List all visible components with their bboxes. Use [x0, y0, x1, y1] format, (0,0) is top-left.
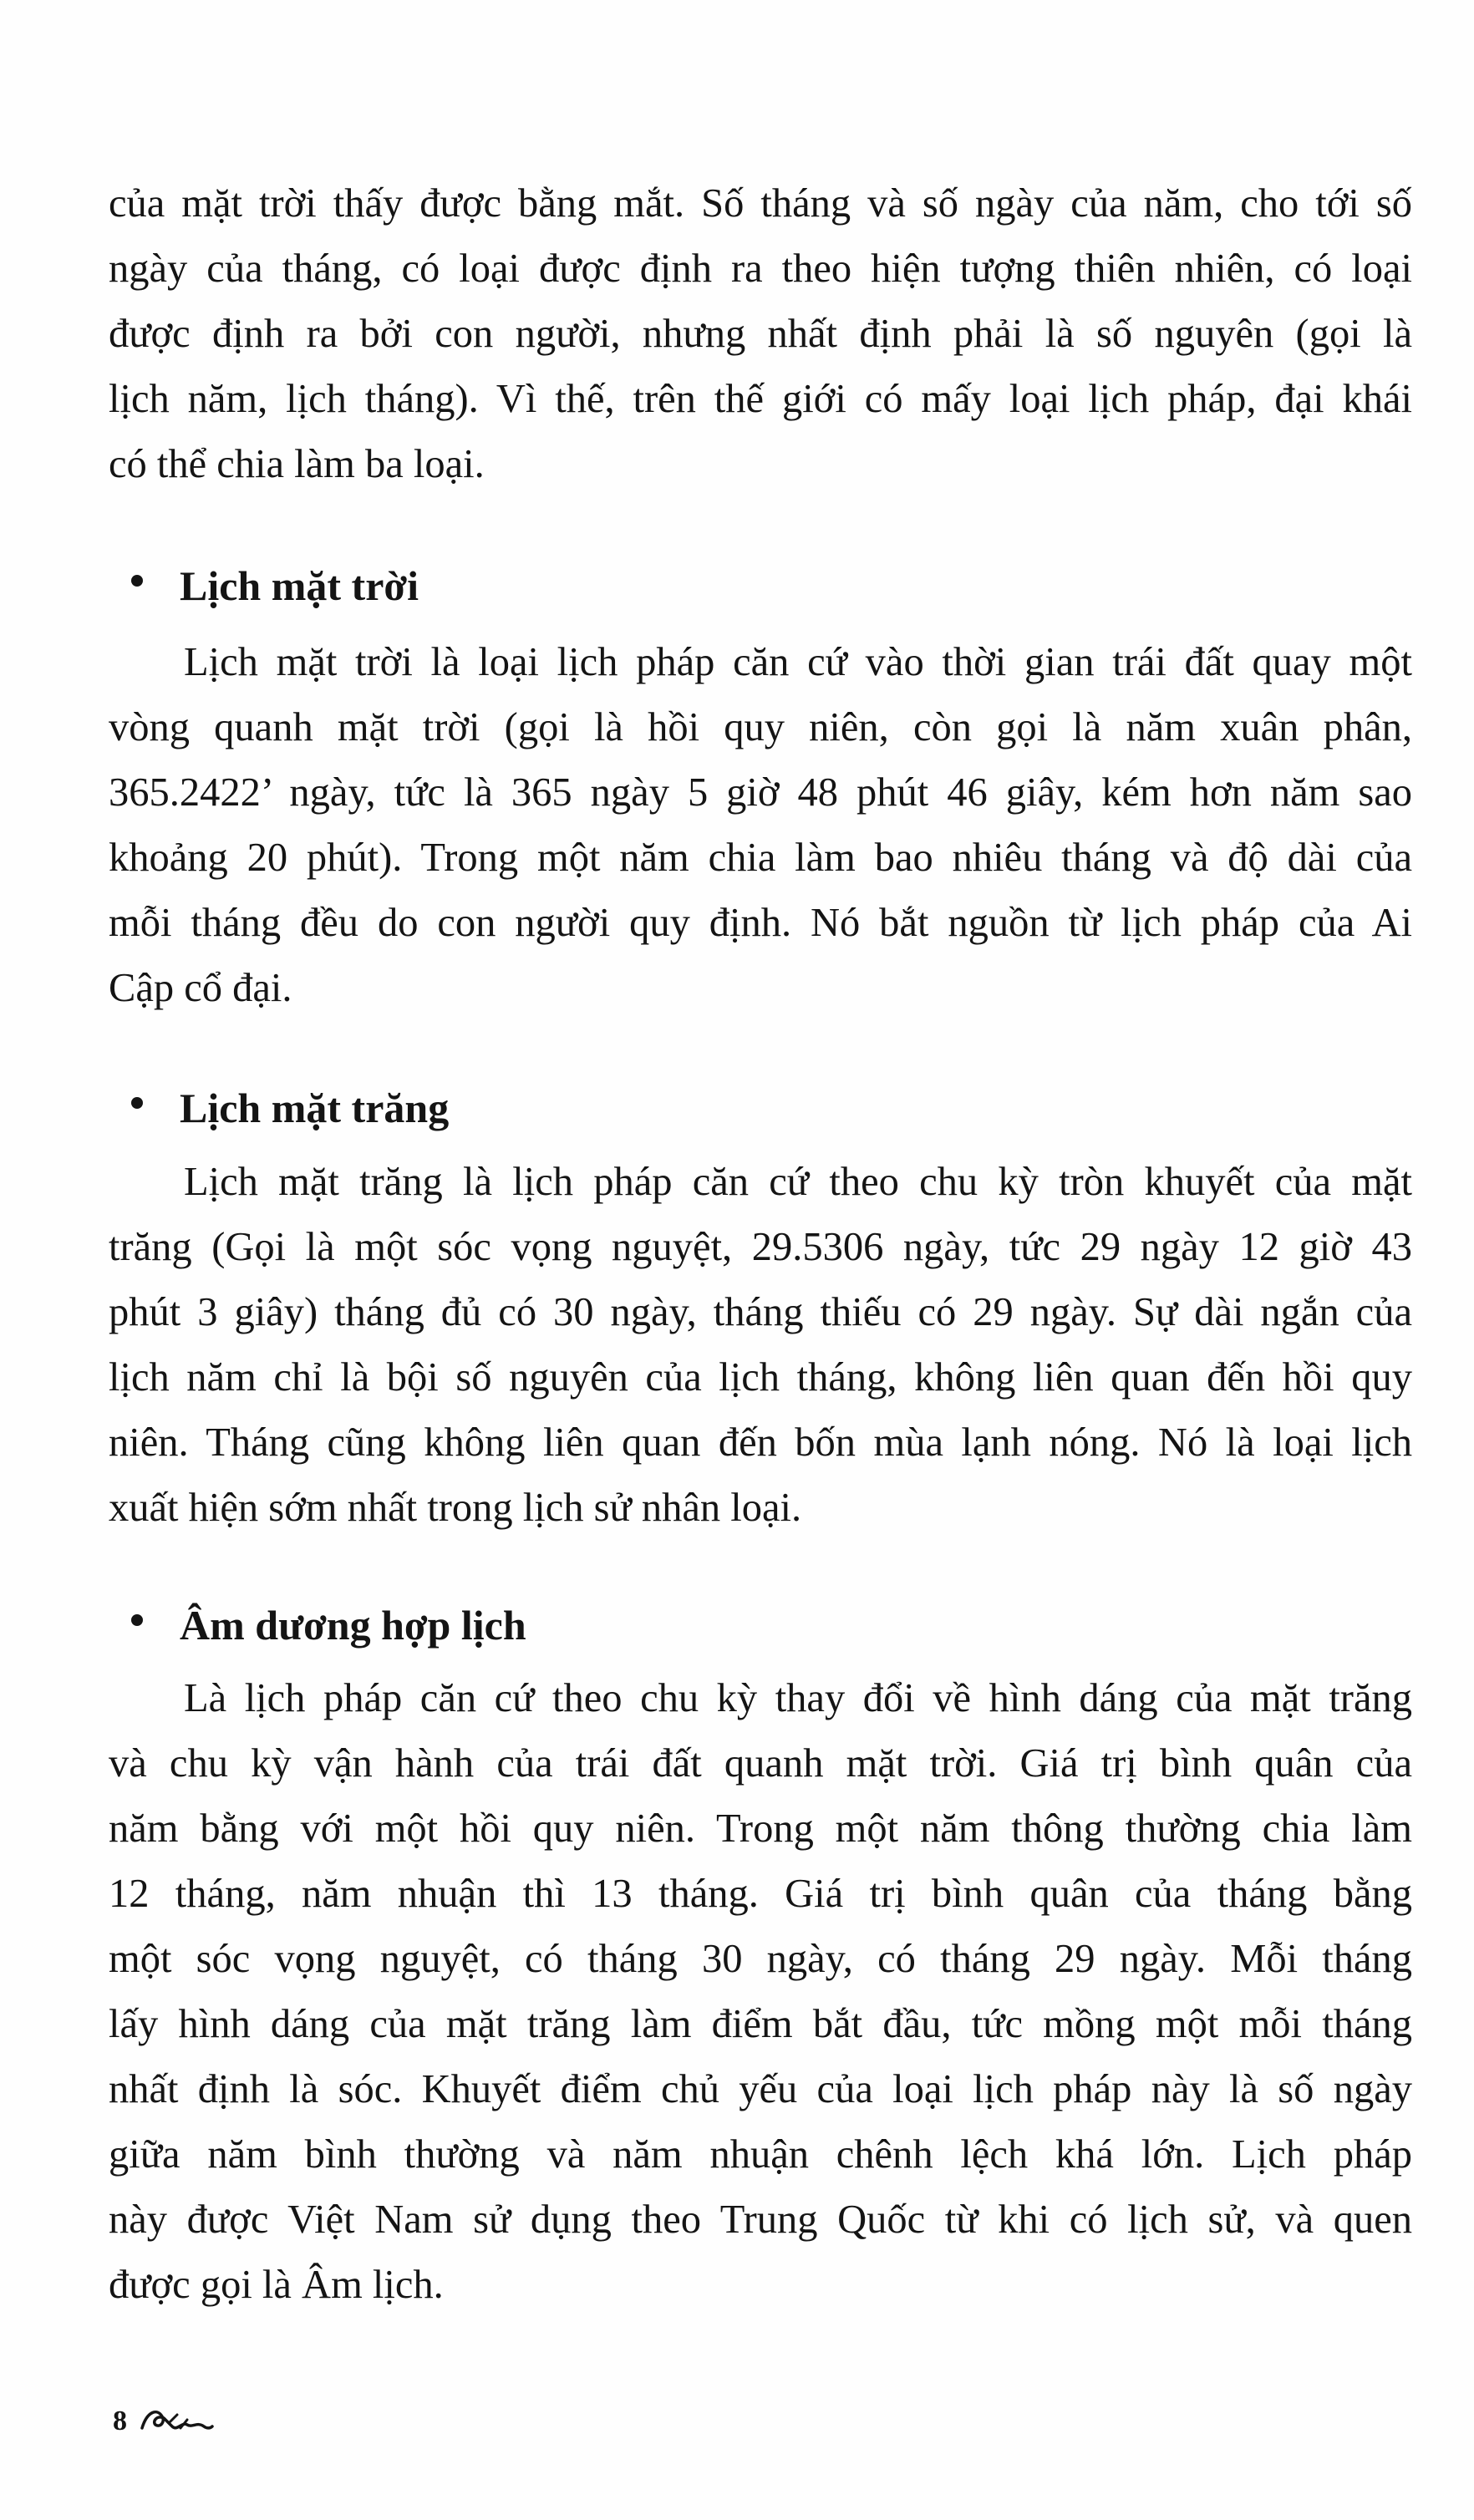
text-line: lịch năm, lịch tháng). Vì thế, trên thế giới có mấy loại lịch pháp, đại khái: [109, 377, 1412, 421]
section-heading-lunisolar-calendar: [180, 1593, 526, 1658]
text-line: lịch năm chỉ là bội số nguyên của lịch tháng, không liên quan đến hồi quy: [109, 1355, 1412, 1400]
page-footer: [113, 2396, 214, 2446]
text-line: Là lịch pháp căn cứ theo chu kỳ thay đổi về hình dáng của mặt trăng: [184, 1676, 1412, 1720]
text-line: được gọi là Âm lịch.: [109, 2263, 444, 2307]
section-heading-lunar-calendar: [180, 1075, 449, 1141]
intro-paragraph: [109, 171, 1412, 497]
text-line: có thể chia làm ba loại.: [109, 442, 485, 486]
text-line: trăng (Gọi là một sóc vọng nguyệt, 29.5306 ngày, tức 29 ngày 12 giờ 43: [109, 1225, 1412, 1269]
text-line: phút 3 giây) tháng đủ có 30 ngày, tháng thiếu có 29 ngày. Sự dài ngắn của: [109, 1290, 1412, 1334]
text-line: niên. Tháng cũng không liên quan đến bốn mùa lạnh nóng. Nó là loại lịch: [109, 1420, 1412, 1465]
text-line: xuất hiện sớm nhất trong lịch sử nhân loại.: [109, 1486, 802, 1530]
text-line: và chu kỳ vận hành của trái đất quanh mặt trời. Giá trị bình quân của: [109, 1741, 1412, 1786]
section-heading-solar-calendar: [180, 553, 419, 618]
text-line: Lịch mặt trăng là lịch pháp căn cứ theo chu kỳ tròn khuyết của mặt: [184, 1160, 1412, 1204]
section-heading-text: Lịch mặt trời: [180, 562, 419, 609]
page-number: 8: [113, 2406, 127, 2436]
text-line: năm bằng với một hồi quy niên. Trong một năm thông thường chia làm: [109, 1806, 1412, 1851]
section-heading-text: Âm dương hợp lịch: [180, 1602, 526, 1649]
text-line: 365.2422’ ngày, tức là 365 ngày 5 giờ 48 phút 46 giây, kém hơn năm sao: [109, 770, 1412, 815]
text-line: nhất định là sóc. Khuyết điểm chủ yếu của loại lịch pháp này là số ngày: [109, 2067, 1412, 2111]
text-line: ngày của tháng, có loại được định ra theo hiện tượng thiên nhiên, có loại: [109, 246, 1412, 291]
text-line: được định ra bởi con người, nhưng nhất định phải là số nguyên (gọi là: [109, 312, 1412, 356]
bullet-icon: [131, 575, 143, 587]
text-line: mỗi tháng đều do con người quy định. Nó bắt nguồn từ lịch pháp của Ai: [109, 901, 1412, 945]
text-line: giữa năm bình thường và năm nhuận chênh lệch khá lớn. Lịch pháp: [109, 2132, 1412, 2177]
bullet-icon: [131, 1614, 143, 1626]
text-line: Cập cổ đại.: [109, 966, 292, 1010]
text-line: này được Việt Nam sử dụng theo Trung Quốc từ khi có lịch sử, và quen: [109, 2197, 1412, 2242]
text-line: của mặt trời thấy được bằng mắt. Số tháng và số ngày của năm, cho tới số: [109, 181, 1412, 226]
bullet-icon: [131, 1097, 143, 1109]
text-line: Lịch mặt trời là loại lịch pháp căn cứ vào thời gian trái đất quay một: [184, 640, 1412, 684]
section-heading-text: Lịch mặt trăng: [180, 1085, 450, 1131]
flourish-ornament-icon: [139, 2403, 214, 2440]
section-paragraph-lunisolar-calendar: [109, 1666, 1412, 2318]
section-paragraph-solar-calendar: [109, 630, 1412, 1021]
text-line: khoảng 20 phút). Trong một năm chia làm bao nhiêu tháng và độ dài của: [109, 836, 1412, 880]
section-paragraph-lunar-calendar: [109, 1150, 1412, 1541]
text-line: lấy hình dáng của mặt trăng làm điểm bắt đầu, tức mồng một mỗi tháng: [109, 2002, 1412, 2046]
text-line: vòng quanh mặt trời (gọi là hồi quy niên, còn gọi là năm xuân phân,: [109, 705, 1412, 749]
text-line: 12 tháng, năm nhuận thì 13 tháng. Giá trị bình quân của tháng bằng: [109, 1872, 1412, 1916]
text-line: một sóc vọng nguyệt, có tháng 30 ngày, có tháng 29 ngày. Mỗi tháng: [109, 1937, 1412, 1981]
